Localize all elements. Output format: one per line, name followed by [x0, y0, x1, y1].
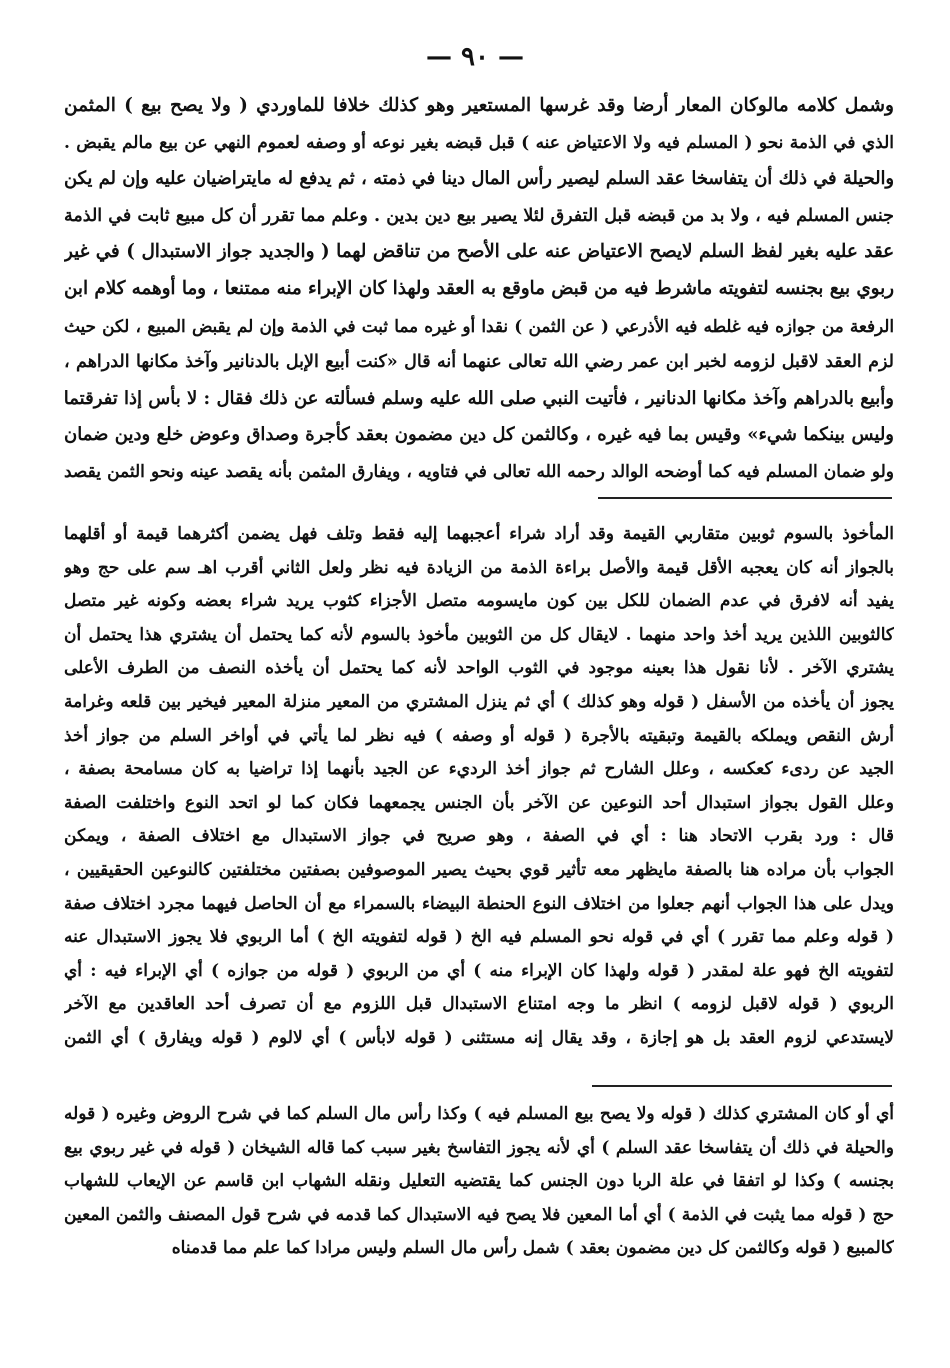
main-text-line: جنس المسلم فيه ، ولا بد من قبضه قبل التفرق لئلا يصير بيع دين بدين . وعلم مما تقرر أن كل مبيع ثابت في الذمة — [64, 205, 894, 226]
main-text-line: عقد عليه بغير لفظ السلم لايصح الاعتياض عنه على الأصح من تناقض لهما ( والجديد جواز الاستبدال ) في غير — [64, 241, 894, 263]
margin-note-line: بجنسه ) وكذا لو اتفقا في علة الربا دون الجنس كما يقتضيه التعليل ونقله الشهاب ابن قاسم عن الإيعاب للشهاب — [64, 1171, 894, 1192]
commentary-line: يفيد أنه لافرق في عدم الضمان للكل بين كون مايسومه متصل الأجزاء كثوب يريد شراء بعضه وكونه غير متصل — [64, 591, 894, 612]
commentary-line: لتفويته الخ فهو علة لمقدر ( قوله ولهذا كان الإبراء منه ) أي من الربوي ( قوله من جوازه ) أي الإبراء فيه : أي — [64, 960, 894, 981]
commentary-line: الجيد عن ردىء كعكسه ، وعلل الشارح ثم جواز أخذ الرديء عن الجيد بأنهما إذا تراضيا به كان مسامحة بصفة ، — [64, 759, 894, 780]
commentary-line: المأخوذ بالسوم ثوبين متقاربي القيمة وقد أراد شراء أعجبهما إليه فقط وتلف فهل يضمن أكثرهما قيمة أو أقلهما — [64, 524, 894, 544]
main-text-line: الذي في الذمة نحو ( المسلم فيه ولا الاعتياض عنه ) قبل قبضه بغير نوعه أو وصفه لعموم النهي عن بيع مالم يقبض . — [64, 132, 894, 153]
commentary-line: بالجواز أنه كان يعجبه الأقل قيمة والأصل براءة الذمة من الزيادة فيه نظر ولعل الثاني أقرب اهـ سم على حج وهو — [64, 557, 894, 578]
main-text-line: وليس بينكما شيء» وقيس بما فيه غيره ، وكالثمن كل دين مضمون بعقد كأجرة وصداق وعوض خلع ودين ضمان — [64, 424, 894, 446]
section-divider — [598, 497, 892, 499]
commentary-block — [64, 518, 894, 1056]
margin-note-line: حج ( قوله مما يثبت في الذمة ) أي أما المعين فلا يصح فيه الاستبدال كما قدمه في شرح قول المصنف والثمن المعين — [64, 1204, 894, 1225]
margin-notes-block — [64, 1098, 894, 1266]
margin-note-line: والحيلة في ذلك أن يتفاسخا عقد السلم ) أي لأنه يجوز التفاسخ بغير سبب كما قاله الشيخان ( قوله في غير ربوي بيع — [64, 1137, 894, 1158]
commentary-line: يشتري الآخر . لأنا نقول هذا بعينه موجود في الثوب الواحد لأنه كما يحتمل أن يأخذه النصف من الطرف الأعلى — [64, 658, 894, 679]
main-text-block — [64, 88, 894, 491]
commentary-line: الربوي ( قوله لاقبل لزومه ) انظر ما وجه امتناع الاستبدال قبل اللزوم مع أن تصرف أحد العاقدين مع الآخر — [64, 994, 894, 1015]
commentary-line: ( قوله وعلم مما تقرر ) أي في قوله نحو المسلم فيه الخ ( قوله لتفويته الخ ) أما الربوي فلا يجوز الاستبدال عنه — [64, 927, 894, 948]
main-text-line: لزم العقد لاقبل لزومه لخبر ابن عمر رضي الله تعالى عنهما أنه قال «كنت أبيع الإبل بالدنانير وآخذ مكانها الدراهم ، — [64, 352, 894, 373]
main-text-line: الرفعة من جوازه فيه غلطه فيه الأذرعي ( عن الثمن ) نقدا أو غيره مما ثبت في الذمة وإن لم يقبض المبيع ، لكن حيث — [64, 315, 894, 336]
commentary-line: ويدل على هذا الجواب أنهم جعلوا من اختلاف النوع الحنطة البيضاء بالسمراء مع أن الحاصل فيهما مجرد اختلاف صفة — [64, 893, 894, 914]
main-text-line: ولو ضمان المسلم فيه كما أوضحه الوالد رحمه الله تعالى في فتاويه ، ويفارق المثمن بأنه يقصد عينه ونحو الثمن يقصد — [64, 461, 894, 482]
main-text-line: والحيلة في ذلك أن يتفاسخا عقد السلم ليصير رأس المال دينا في ذمته ، ثم يدفع له مايتراضيان عليه وإن لم يكن — [64, 168, 894, 190]
section-divider — [592, 1085, 892, 1087]
main-text-line: وشمل كلامه مالوكان المعار أرضا وقد غرسها المستعير وهو كذلك خلافا للماوردي ( ولا يصح بيع ) المثمن — [64, 95, 894, 116]
main-text-line: وأبيع بالدراهم وآخذ مكانها الدنانير ، فأتيت النبي صلى الله عليه وسلم فسألته عن ذلك فقال : لا بأس إذا تفرقتما — [64, 387, 894, 409]
commentary-line: وعلل القول بجواز استبدال أحد النوعين عن الآخر بأن الجنس يجمعهما فكان كما لو اتحد النوع واختلفت الصفة — [64, 792, 894, 813]
commentary-line: يجوز أن يأخذه من الأسفل ( قوله وهو كذلك ) أي ثم ينزل المشتري من المعير منزلة المعير فيخير بين قلعه وغرامة — [64, 691, 894, 712]
commentary-line: أرش النقص ويملكه بالقيمة وتبقيته بالأجرة ( قوله أو وصفه ) فيه نظر لما يأتي في أواخر السلم من جواز أخذ — [64, 725, 894, 746]
margin-note-line: كالمبيع ( قوله وكالثمن كل دين مضمون بعقد ) شمل رأس مال السلم وليس مرادا كما علم مما قدمناه — [171, 1238, 894, 1259]
margin-note-line: أي أو كان المشتري كذلك ( قوله ولا يصح بيع المسلم فيه ) وكذا رأس مال السلم كما في شرح الروض وغيره ( قوله — [64, 1104, 894, 1124]
page-number: — ٩٠ — — [425, 42, 525, 72]
commentary-line: كالثوبين اللذين يريد أخذ واحد منهما . لايقال كل من الثوبين مأخوذ بالسوم لأنه كما يحتمل أن يشتري هذا يحتمل أن — [64, 624, 894, 645]
commentary-line: الجواب بأن مراده هنا بالصفة مايظهر معه تأثير قوي بحيث يصير الموصوفين بصفتين مختلفتين كالنوعين الحقيقيين ، — [64, 859, 894, 880]
commentary-line: قال : ورد بقرب الاتحاد هنا : أي في الصفة ، وهو صريح في جواز الاستبدال مع اختلاف الصفة ، ويمكن — [64, 826, 894, 847]
commentary-line: لايستدعي لزوم العقد بل هو إجازة ، وقد يقال إنه مستثنى ( قوله لابأس ) أي لالوم ( قوله ويفارق ) أي الثمن — [64, 1027, 894, 1048]
main-text-line: ربوي بيع بجنسه لتفويته ماشرط فيه من قبض ماوقع به العقد ولهذا كان الإبراء منه ممتنعا ، وما أوهمه كلام ابن — [64, 277, 894, 299]
